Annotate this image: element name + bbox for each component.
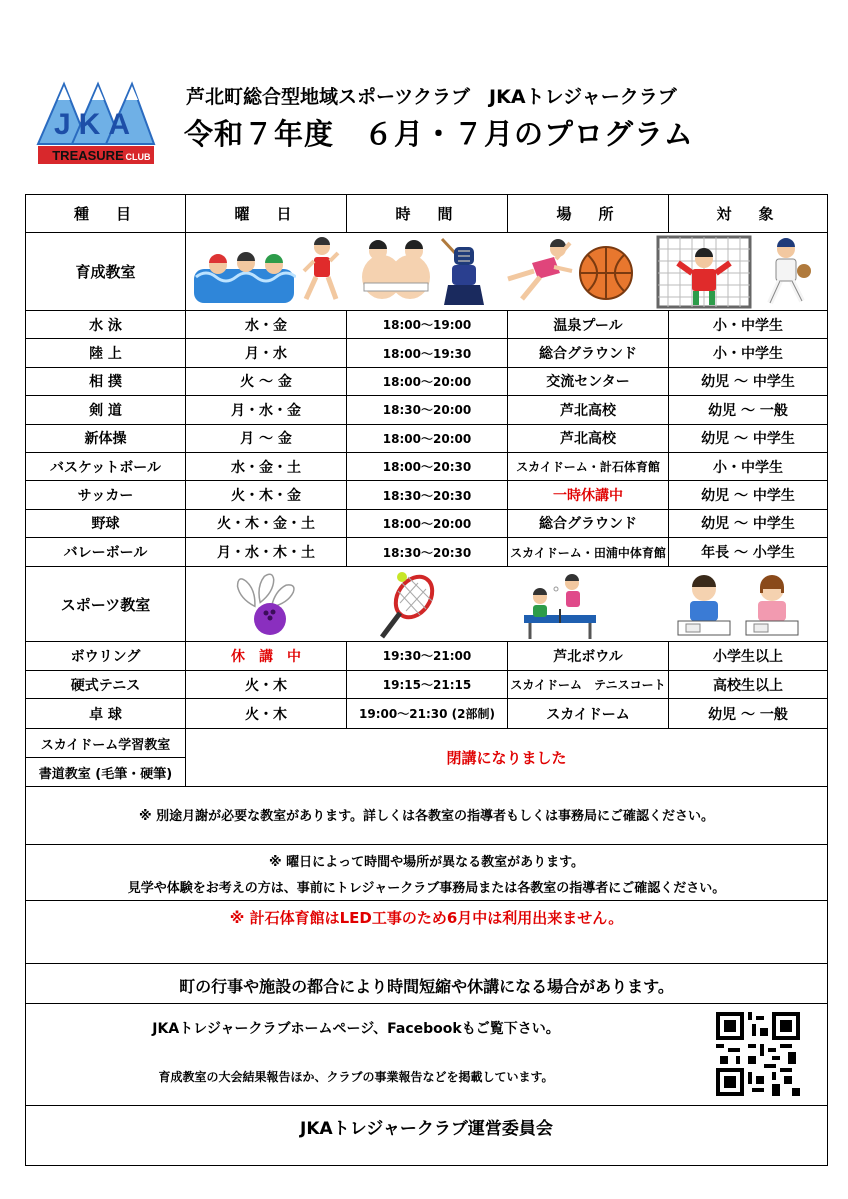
cell-place: 交流センター [507, 368, 668, 395]
cell-place: 芦北ボウル [507, 642, 668, 670]
table-row [26, 453, 827, 481]
closed-class-name: 書道教室 (毛筆・硬筆) [38, 767, 173, 782]
table-row [26, 538, 827, 566]
cell-target: 小・中学生 [668, 311, 827, 338]
cell-place: スカイドーム [507, 699, 668, 728]
jka-logo [36, 78, 156, 168]
warning-note: ※ 計石体育館はLED工事のため6月中は利用出来ません。 [229, 909, 624, 927]
cell-name: 野球 [91, 516, 120, 533]
schedule-note-row [26, 844, 827, 900]
events-note-row [26, 963, 827, 1003]
cell-name: 卓 球 [89, 706, 122, 723]
table-row [26, 510, 827, 538]
cell-name: 水 泳 [89, 317, 122, 334]
cell-days: 月・水 [185, 339, 346, 366]
cell-name: 相 撲 [89, 374, 122, 391]
table-row [26, 396, 827, 424]
cell-name: 陸 上 [89, 346, 122, 363]
cell-days: 休 講 中 [185, 642, 346, 670]
logo-letters: JKA [53, 108, 139, 141]
cell-days: 火・木・金・土 [185, 510, 346, 537]
kendo-icon [438, 237, 490, 307]
column-header-days: 曜 日 [185, 195, 346, 232]
cell-days: 火・木・金 [185, 481, 346, 508]
cell-time: 18:30～20:00 [346, 396, 507, 423]
cell-target: 高校生以上 [668, 671, 827, 699]
column-header-time: 時 間 [346, 195, 507, 232]
cell-time: 18:00～20:00 [346, 510, 507, 537]
cell-name: サッカー [77, 488, 134, 505]
table-row [26, 642, 827, 671]
cell-target: 幼児 ～ 中学生 [668, 510, 827, 537]
soccer-goalkeeper-icon [656, 235, 752, 309]
baseball-icon [760, 237, 816, 307]
footer-committee: JKAトレジャークラブ運営委員会 [300, 1119, 553, 1139]
cell-place: 温泉プール [507, 311, 668, 338]
ikusei-section-header [26, 233, 827, 311]
cell-time: 19:30～21:00 [346, 642, 507, 670]
cell-time: 18:30～20:30 [346, 538, 507, 566]
cell-place: 一時休講中 [507, 481, 668, 508]
cell-time: 18:00～20:30 [346, 453, 507, 480]
bowling-icon [230, 573, 302, 639]
cell-place: 総合グラウンド [507, 339, 668, 366]
cell-days: 月・水・金 [185, 396, 346, 423]
cell-days: 月 ～ 金 [185, 425, 346, 452]
fee-note-row [26, 786, 827, 844]
cell-place: スカイドーム・計石体育館 [507, 453, 668, 480]
cell-target: 幼児 ～ 中学生 [668, 368, 827, 395]
cell-place: 芦北高校 [507, 425, 668, 452]
tennis-racket-icon [376, 571, 440, 641]
ikusei-section-label: 育成教室 [75, 263, 136, 281]
homepage-row [26, 1003, 827, 1105]
cell-days: 火 ～ 金 [185, 368, 346, 395]
cell-days: 水・金 [185, 311, 346, 338]
organization-name: 芦北町総合型地域スポーツクラブ JKAトレジャークラブ [186, 86, 677, 108]
table-row [26, 699, 827, 728]
cell-target: 幼児 ～ 一般 [668, 396, 827, 423]
homepage-note: JKAトレジャークラブホームページ、Facebookもご覧下さい。 [152, 1021, 560, 1037]
fee-note: ※ 別途月謝が必要な教室があります。詳しくは各教室の指導者もしくは事務局にご確認ください。 [138, 809, 715, 824]
cell-name: バスケットボール [49, 459, 162, 476]
closed-message: 閉講になりました [185, 729, 827, 786]
sports-section-header [26, 566, 827, 642]
sports-section-label: スポーツ教室 [60, 595, 151, 614]
cell-name: ボウリング [70, 648, 141, 665]
cell-time: 19:15～21:15 [346, 671, 507, 699]
cell-time: 18:00～19:30 [346, 339, 507, 366]
homepage-subnote: 育成教室の大会結果報告ほか、クラブの事業報告などを掲載しています。 [158, 1070, 554, 1084]
cell-target: 幼児 ～ 一般 [668, 699, 827, 728]
cell-target: 小・中学生 [668, 453, 827, 480]
study-children-icon [668, 571, 812, 641]
cell-days: 水・金・土 [185, 453, 346, 480]
column-header-place: 場 所 [507, 195, 668, 232]
cell-target: 年長 ～ 小学生 [668, 538, 827, 566]
cell-time: 18:30～20:30 [346, 481, 507, 508]
page-title: 令和７年度 ６月・７月のプログラム [184, 117, 694, 151]
events-note: 町の行事や施設の都合により時間短縮や休講になる場合があります。 [179, 977, 674, 996]
gymnastics-icon [504, 237, 578, 307]
cell-time: 18:00～20:00 [346, 425, 507, 452]
logo-club: CLUB [125, 152, 151, 162]
basketball-icon [578, 245, 634, 301]
schedule-note-2: 見学や体験をお考えの方は、事前にトレジャークラブ事務局または各教室の指導者にご確認ください。 [127, 881, 726, 896]
cell-target: 小学生以上 [668, 642, 827, 670]
cell-name: 硬式テニス [70, 677, 141, 694]
table-tennis-icon [520, 571, 600, 641]
cell-time: 19:00～21:30 (2部制) [346, 699, 507, 728]
cell-days: 月・水・木・土 [185, 538, 346, 566]
cell-days: 火・木 [185, 699, 346, 728]
cell-place: スカイドーム・田浦中体育館 [507, 538, 668, 566]
cell-time: 18:00～19:00 [346, 311, 507, 338]
logo-banner: TREASURE [52, 148, 124, 163]
cell-place: 芦北高校 [507, 396, 668, 423]
warning-note-row [26, 900, 827, 963]
cell-target: 幼児 ～ 中学生 [668, 481, 827, 508]
running-icon [296, 237, 344, 307]
footer-row [26, 1105, 827, 1165]
sumo-icon [352, 239, 440, 305]
table-row [26, 425, 827, 453]
cell-place: スカイドーム テニスコート [507, 671, 668, 699]
schedule-note-1: ※ 曜日によって時間や場所が異なる教室があります。 [268, 855, 585, 870]
column-header-sport: 種 目 [73, 205, 137, 223]
cell-target: 幼児 ～ 中学生 [668, 425, 827, 452]
cell-target: 小・中学生 [668, 339, 827, 366]
cell-name: 剣 道 [89, 402, 122, 419]
column-header-target: 対 象 [668, 195, 827, 232]
swimming-icon [192, 239, 296, 305]
qr-code-icon [716, 1012, 800, 1096]
cell-time: 18:00～20:00 [346, 368, 507, 395]
cell-place: 総合グラウンド [507, 510, 668, 537]
table-header-row [26, 195, 827, 233]
table-row [26, 311, 827, 339]
closed-classes-row [26, 728, 827, 786]
cell-days: 火・木 [185, 671, 346, 699]
table-row [26, 481, 827, 509]
table-row [26, 671, 827, 700]
cell-name: 新体操 [84, 431, 127, 448]
program-table [25, 194, 828, 1166]
closed-class-name: スカイドーム学習教室 [26, 729, 185, 758]
table-row [26, 339, 827, 367]
table-row [26, 368, 827, 396]
cell-name: バレーボール [63, 545, 148, 562]
